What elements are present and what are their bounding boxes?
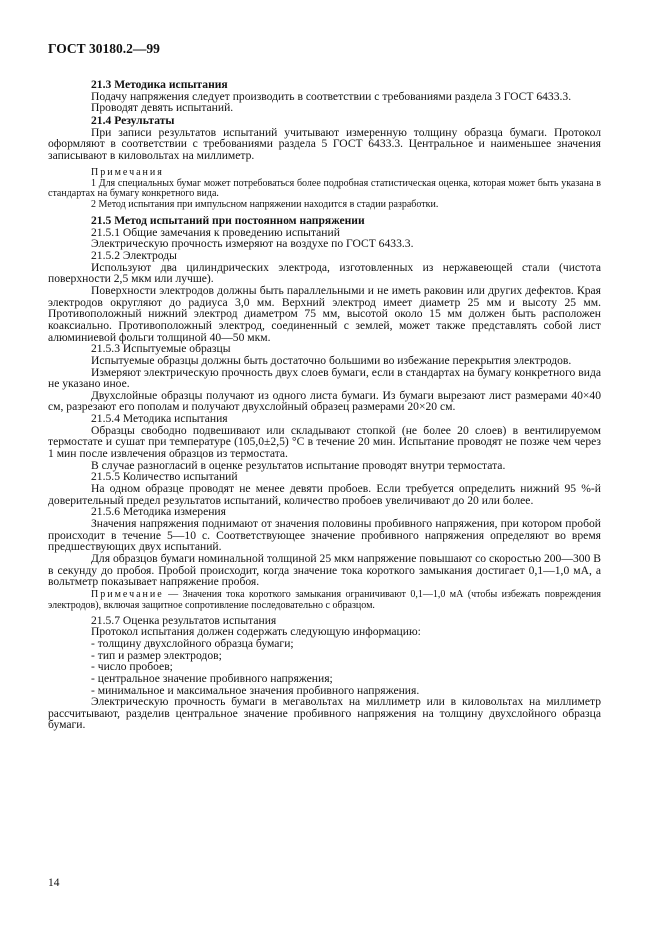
body-paragraph: 21.5.3 Испытуемые образцы	[91, 342, 231, 356]
body-paragraph: 21.5.4 Методика испытания	[91, 412, 228, 426]
body-paragraph: Поверхности электродов должны быть параллельными и не иметь раковин или других дефектов. Края электродов округляют до радиуса 3,0 мм. Верхний электрод имеет диаметр 25 мм и высоту 25 мм. Противоположный нижний электрод диаметром 75 мм, высотой около 15 мм должен быть расположен коаксиально. Противоположный электрод, соединенный с землей, может также представлять собой лист алюминиевой фольги толщиной 40—50 мкм.	[48, 283, 601, 344]
body-paragraph: Двухслойные образцы получают из одного листа бумаги. Из бумаги вырезают лист размерами 40×40 см, разрезают его пополам и получают двухслойный образец размерами 20×20 см.	[48, 388, 601, 414]
list-item: - тип и размер электродов;	[91, 648, 222, 662]
note-label: Примечание	[91, 588, 164, 600]
body-paragraph: Используют два цилиндрических электрода, изготовленных из нержавеющей стали (чистота поверхности 2,5 мкм или лучше).	[48, 260, 601, 286]
section-heading: 21.4 Результаты	[91, 113, 175, 127]
body-paragraph: На одном образце проводят не менее девяти пробоев. Если требуется определить нижний 95 %-й доверительный предел результатов испытаний, количество пробоев увеличивают до 20 или более.	[48, 482, 601, 507]
section-heading: 21.5 Метод испытаний при постоянном напряжении	[91, 213, 365, 227]
note-paragraph	[48, 590, 601, 612]
body-paragraph: 21.5.5 Количество испытаний	[91, 470, 238, 484]
body-paragraph: Электрическую прочность измеряют на воздухе по ГОСТ 6433.3.	[91, 237, 414, 251]
list-item: - толщину двухслойного образца бумаги;	[91, 636, 294, 650]
body-paragraph: 21.5.7 Оценка результатов испытания	[91, 613, 277, 627]
notes-heading: Примечания	[91, 166, 164, 178]
note-item: 2 Метод испытания при импульсном напряжении находится в стадии разработки.	[91, 199, 439, 211]
body-paragraph: 21.5.1 Общие замечания к проведению испытаний	[91, 225, 340, 239]
body-paragraph: Для образцов бумаги номинальной толщиной 25 мкм напряжение повышают со скоростью 200—300 В в секунду до пробоя. Пробой происходит, когда значение тока короткого замыкания достигает 0,1—1,0 мА, а вольтметр показывает напряжение пробоя.	[48, 552, 601, 589]
body-paragraph: Проводят девять испытаний.	[91, 101, 234, 115]
body-paragraph: Образцы свободно подвешивают или складывают стопкой (не более 20 слоев) в вентилируемом термостате и сушат при температуре (105,0±2,5) °С в течение 20 мин. Испытание проводят не позже чем через 1 мин после извлечения образцов из термостата.	[48, 423, 601, 461]
body-paragraph: Измеряют электрическую прочность двух слоев бумаги, если в стандартах на бумагу конкретного вида не указано иное.	[48, 365, 601, 391]
list-item: - число пробоев;	[91, 660, 173, 674]
page-number: 14	[48, 877, 60, 889]
body-paragraph: Значения напряжения поднимают от значения половины пробивного напряжения, при котором пробой происходит в течение 5—10 с. Соответствующее значение пробивного напряжения определяют во время предшествующих двух испытаний.	[48, 517, 601, 554]
body-paragraph: При записи результатов испытаний учитывают измеренную толщину образца бумаги. Протокол оформляют в соответствии с требованиями раздела 5 ГОСТ 6433.3. Центральное и наименьшее значения записывают в киловольтах на миллиметр.	[48, 125, 601, 162]
list-item: - минимальное и максимальное значения пробивного напряжения.	[91, 683, 420, 697]
note-text: — Значения тока короткого замыкания ограничивают 0,1—1,0 мА (чтобы избежать повреждения электродов), включая защитное сопротивление последовательно с образцом.	[48, 588, 601, 611]
body-paragraph: Подачу напряжения следует производить в соответствии с требованиями раздела 3 ГОСТ 6433.3.	[91, 89, 572, 103]
document-header: ГОСТ 30180.2—99	[48, 41, 160, 56]
section-heading: 21.3 Методика испытания	[91, 78, 228, 91]
body-paragraph: Протокол испытания должен содержать следующую информацию:	[91, 625, 421, 639]
note-item: 1 Для специальных бумаг может потребоваться более подробная статистическая оценка, которая может быть указана в стандартах на бумагу конкретного вида.	[48, 177, 601, 200]
body-paragraph: Испытуемые образцы должны быть достаточно большими во избежание перекрытия электродов.	[91, 353, 572, 367]
document-body	[48, 78, 601, 732]
body-paragraph: 21.5.6 Методика измерения	[91, 505, 226, 519]
list-item: - центральное значение пробивного напряжения;	[91, 671, 333, 685]
body-paragraph: Электрическую прочность бумаги в мегавольтах на миллиметр или в киловольтах на миллиметр рассчитывают, разделив центральное значение пробивного напряжения на толщину двухслойного образца бумаги.	[48, 695, 601, 732]
body-paragraph: 21.5.2 Электроды	[91, 248, 177, 262]
body-paragraph: В случае разногласий в оценке результатов испытание проводят внутри термостата.	[91, 458, 506, 472]
